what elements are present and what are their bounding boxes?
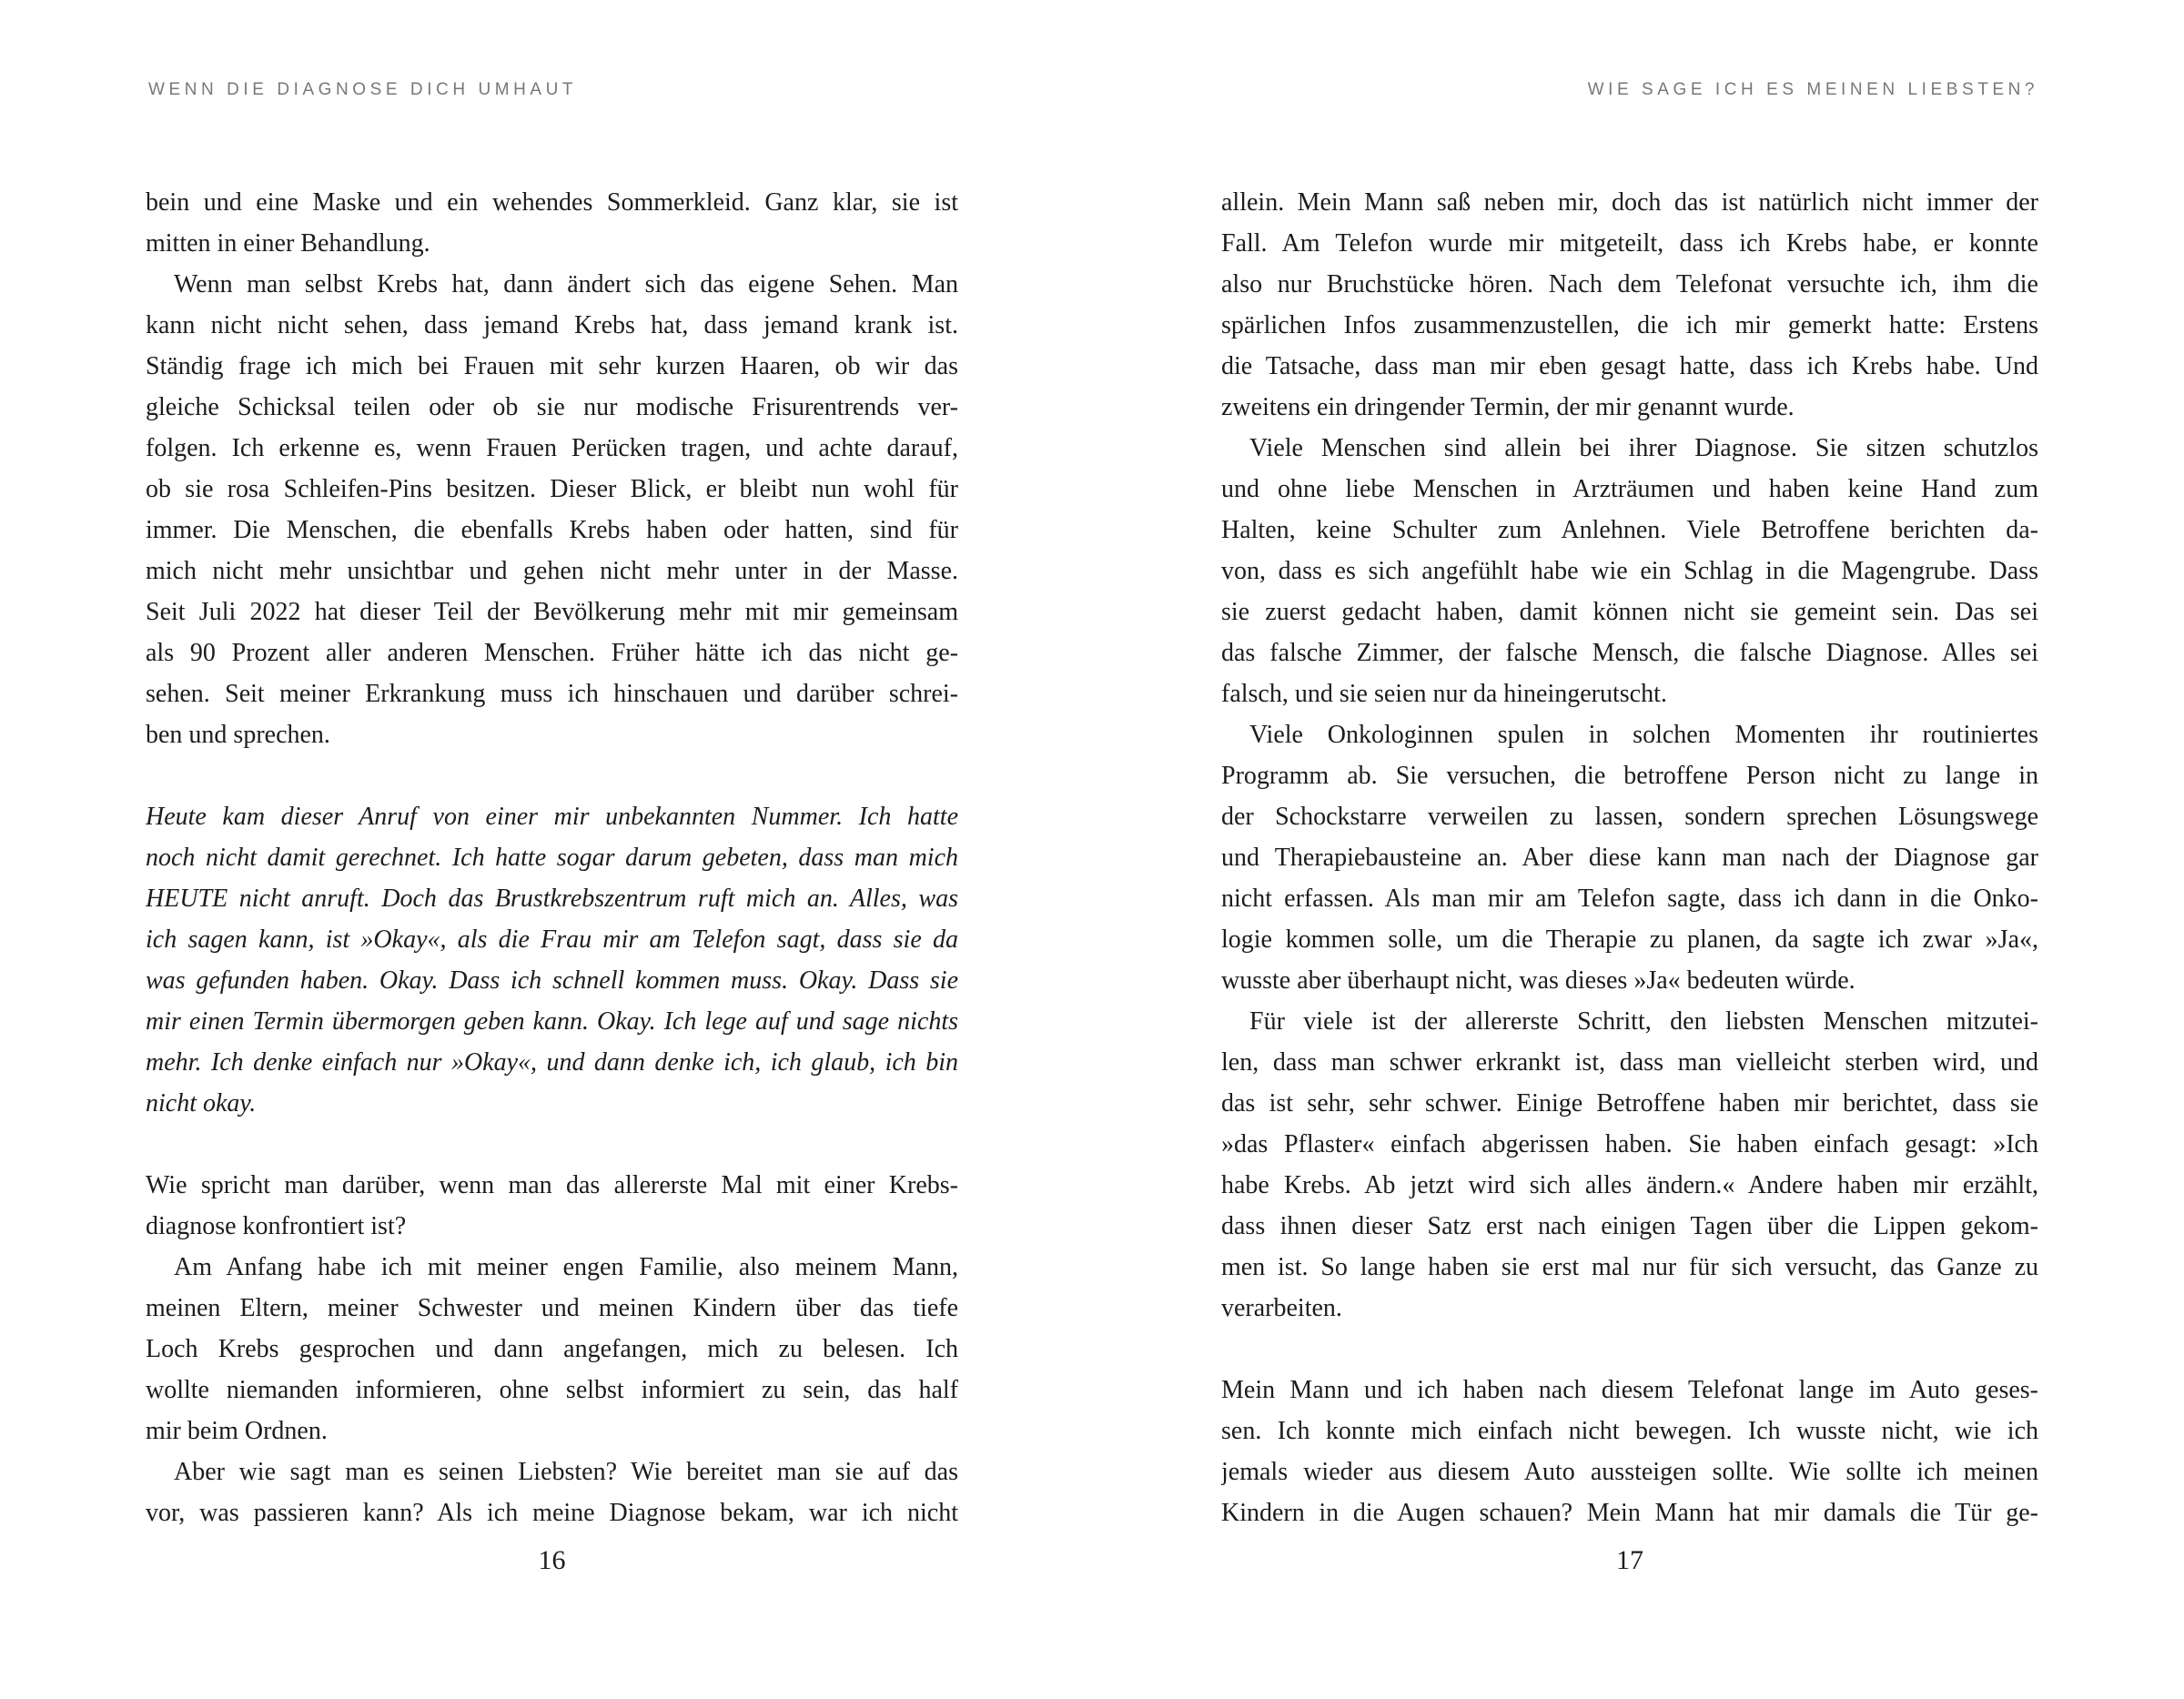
text-line: Viele Menschen sind allein bei ihrer Diagnose. Sie sitzen schutzlos bbox=[1249, 434, 2038, 462]
text-line: mir beim Ordnen. bbox=[146, 1417, 328, 1445]
text-line: also nur Bruchstücke hören. Nach dem Telefonat versuchte ich, ihm die bbox=[1221, 270, 2038, 298]
text-line: falsch, und sie seien nur da hineingerutscht. bbox=[1221, 680, 1667, 708]
text-line: kann nicht nicht sehen, dass jemand Krebs hat, dass jemand krank ist. bbox=[146, 311, 958, 339]
text-line: das falsche Zimmer, der falsche Mensch, die falsche Diagnose. Alles sei bbox=[1221, 639, 2038, 667]
text-line: von, dass es sich angefühlt habe wie ein Schlag in die Magengrube. Dass bbox=[1221, 557, 2038, 585]
text-line: folgen. Ich erkenne es, wenn Frauen Perücken tragen, und achte darauf, bbox=[146, 434, 958, 462]
text-line: sen. Ich konnte mich einfach nicht bewegen. Ich wusste nicht, wie ich bbox=[1221, 1417, 2038, 1445]
text-line: mir einen Termin übermorgen geben kann. Okay. Ich lege auf und sage nichts bbox=[146, 1007, 958, 1036]
text-line: das ist sehr, sehr schwer. Einige Betroffene haben mir berichtet, dass sie bbox=[1221, 1089, 2038, 1117]
text-line: sie zuerst gedacht haben, damit können nicht sie gemeint sein. Das sei bbox=[1221, 598, 2038, 626]
text-line: Aber wie sagt man es seinen Liebsten? Wie bereitet man sie auf das bbox=[174, 1458, 958, 1486]
text-line: als 90 Prozent aller anderen Menschen. Früher hätte ich das nicht ge- bbox=[146, 639, 958, 667]
text-line: Fall. Am Telefon wurde mir mitgeteilt, dass ich Krebs habe, er konnte bbox=[1221, 229, 2038, 258]
text-line: nicht okay. bbox=[146, 1089, 257, 1117]
body-paragraph bbox=[146, 1247, 958, 1451]
body-paragraph bbox=[1221, 428, 2038, 714]
text-line: vor, was passieren kann? Als ich meine Diagnose bekam, war ich nicht bbox=[146, 1499, 958, 1527]
left-page-text-column bbox=[146, 182, 958, 1533]
text-line: Am Anfang habe ich mit meiner engen Familie, also meinem Mann, bbox=[174, 1253, 958, 1281]
body-paragraph bbox=[1221, 182, 2038, 428]
text-line: ben und sprechen. bbox=[146, 721, 330, 749]
text-line: dass ihnen dieser Satz erst nach einigen Tagen über die Lippen gekom- bbox=[1221, 1212, 2038, 1240]
text-line: was gefunden haben. Okay. Dass ich schnell kommen muss. Okay. Dass sie bbox=[146, 966, 958, 995]
text-line: Für viele ist der allererste Schritt, den liebsten Menschen mitzutei- bbox=[1249, 1007, 2038, 1036]
text-line: meinen Eltern, meiner Schwester und meinen Kindern über das tiefe bbox=[146, 1294, 958, 1322]
text-line: diagnose konfrontiert ist? bbox=[146, 1212, 407, 1240]
text-line: verarbeiten. bbox=[1221, 1294, 1342, 1322]
text-line: allein. Mein Mann saß neben mir, doch das ist natürlich nicht immer der bbox=[1221, 188, 2038, 217]
body-paragraph bbox=[146, 1451, 958, 1533]
text-line: len, dass man schwer erkrankt ist, dass man vielleicht sterben wird, und bbox=[1221, 1048, 2038, 1077]
text-line: gleiche Schicksal teilen oder ob sie nur modische Frisurentrends ver- bbox=[146, 393, 958, 421]
text-line: Programm ab. Sie versuchen, die betroffene Person nicht zu lange in bbox=[1221, 762, 2038, 790]
text-line: sehen. Seit meiner Erkrankung muss ich hinschauen und darüber schrei- bbox=[146, 680, 958, 708]
body-paragraph bbox=[1221, 1370, 2038, 1533]
text-line: wollte niemanden informieren, ohne selbst informiert zu sein, das half bbox=[146, 1376, 958, 1404]
text-line: men ist. So lange haben sie erst mal nur für sich versucht, das Ganze zu bbox=[1221, 1253, 2038, 1281]
body-paragraph bbox=[146, 264, 958, 755]
page-number-right: 17 bbox=[1616, 1545, 1643, 1575]
text-line: immer. Die Menschen, die ebenfalls Krebs haben oder hatten, sind für bbox=[146, 516, 958, 544]
text-line: HEUTE nicht anruft. Doch das Brustkrebszentrum ruft mich an. Alles, was bbox=[146, 885, 958, 913]
text-line: wusste aber überhaupt nicht, was dieses »Ja« bedeuten würde. bbox=[1221, 966, 1855, 995]
right-page-text-column bbox=[1221, 182, 2038, 1533]
text-line: spärlichen Infos zusammenzustellen, die ich mir gemerkt hatte: Erstens bbox=[1221, 311, 2038, 339]
text-line: Seit Juli 2022 hat dieser Teil der Bevölkerung mehr mit mir gemeinsam bbox=[146, 598, 958, 626]
text-line: Ständig frage ich mich bei Frauen mit sehr kurzen Haaren, ob wir das bbox=[146, 352, 958, 380]
text-line: jemals wieder aus diesem Auto aussteigen sollte. Wie sollte ich meinen bbox=[1221, 1458, 2038, 1486]
text-line: Wenn man selbst Krebs hat, dann ändert sich das eigene Sehen. Man bbox=[174, 270, 958, 298]
running-header-left: WENN DIE DIAGNOSE DICH UMHAUT bbox=[148, 80, 578, 99]
text-line: der Schockstarre verweilen zu lassen, sondern sprechen Lösungswege bbox=[1221, 803, 2038, 831]
text-line: Mein Mann und ich haben nach diesem Telefonat lange im Auto geses- bbox=[1221, 1376, 2038, 1404]
body-paragraph bbox=[1221, 1001, 2038, 1329]
diary-quote-paragraph bbox=[146, 796, 958, 1124]
text-line: Kindern in die Augen schauen? Mein Mann hat mir damals die Tür ge- bbox=[1221, 1499, 2038, 1527]
text-line: ob sie rosa Schleifen-Pins besitzen. Dieser Blick, er bleibt nun wohl für bbox=[146, 475, 958, 503]
text-line: noch nicht damit gerechnet. Ich hatte sogar darum gebeten, dass man mich bbox=[146, 844, 958, 872]
text-line: logie kommen solle, um die Therapie zu planen, da sagte ich zwar »Ja«, bbox=[1221, 925, 2038, 954]
text-line: und Therapiebausteine an. Aber diese kann man nach der Diagnose gar bbox=[1221, 844, 2038, 872]
text-line: ich sagen kann, ist »Okay«, als die Frau mir am Telefon sagt, dass sie da bbox=[146, 925, 958, 954]
text-line: »das Pflaster« einfach abgerissen haben. Sie haben einfach gesagt: »Ich bbox=[1221, 1130, 2038, 1158]
text-line: mehr. Ich denke einfach nur »Okay«, und dann denke ich, ich glaub, ich bin bbox=[146, 1048, 958, 1077]
text-line: und ohne liebe Menschen in Arzträumen und haben keine Hand zum bbox=[1221, 475, 2038, 503]
text-line: habe Krebs. Ab jetzt wird sich alles ändern.« Andere haben mir erzählt, bbox=[1221, 1171, 2038, 1199]
text-line: die Tatsache, dass man mir eben gesagt hatte, dass ich Krebs habe. Und bbox=[1221, 352, 2038, 380]
body-paragraph bbox=[146, 182, 958, 264]
text-line: Wie spricht man darüber, wenn man das allererste Mal mit einer Krebs- bbox=[146, 1171, 958, 1199]
body-paragraph bbox=[146, 1165, 958, 1247]
text-line: Viele Onkologinnen spulen in solchen Momenten ihr routiniertes bbox=[1249, 721, 2038, 749]
body-paragraph bbox=[1221, 714, 2038, 1001]
text-line: mich nicht mehr unsichtbar und gehen nicht mehr unter in der Masse. bbox=[146, 557, 958, 585]
text-line: Loch Krebs gesprochen und dann angefangen, mich zu belesen. Ich bbox=[146, 1335, 958, 1363]
text-line: mitten in einer Behandlung. bbox=[146, 229, 430, 258]
text-line: zweitens ein dringender Termin, der mir genannt wurde. bbox=[1221, 393, 1795, 421]
running-header-right: WIE SAGE ICH ES MEINEN LIEBSTEN? bbox=[1587, 80, 2038, 99]
text-line: bein und eine Maske und ein wehendes Sommerkleid. Ganz klar, sie ist bbox=[146, 188, 958, 217]
text-line: nicht erfassen. Als man mir am Telefon sagte, dass ich dann in die Onko- bbox=[1221, 885, 2038, 913]
page-number-left: 16 bbox=[538, 1545, 566, 1575]
text-line: Halten, keine Schulter zum Anlehnen. Viele Betroffene berichten da- bbox=[1221, 516, 2038, 544]
text-line: Heute kam dieser Anruf von einer mir unbekannten Nummer. Ich hatte bbox=[146, 803, 958, 831]
